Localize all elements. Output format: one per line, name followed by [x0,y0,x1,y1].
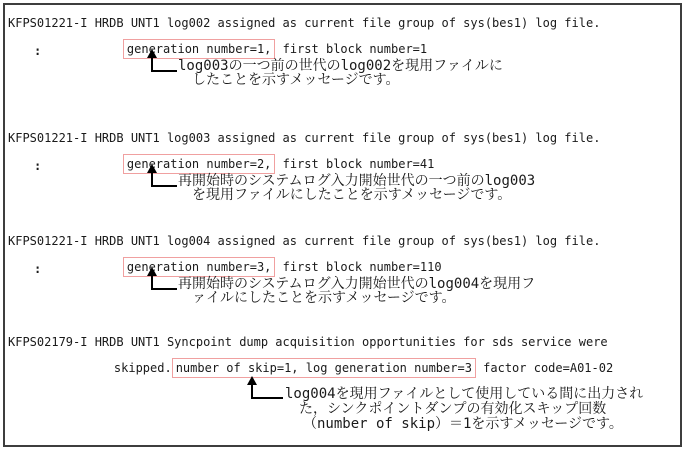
message-line: KFPS02179-I HRDB UNT1 Syncpoint dump acquisition opportunities for sds service were [8,335,608,349]
message-text: first block number=110 [275,260,442,274]
ellipsis-colon: : [34,44,42,58]
message-text: first block number=41 [275,157,435,171]
message-line: KFPS01221-I HRDB UNT1 log003 assigned as current file group of sys(bes1) log file. [8,131,601,145]
annotation-line: た，シンクポイントダンプの有効化スキップ回数 [299,401,607,417]
arrow-foot [151,185,177,187]
message-line [85,347,613,389]
annotation-line: 再開始時のシステムログ入力開始世代の一つ前のlog003 [178,173,536,189]
annotation-line: （number of skip）＝1を示すメッセージです。 [303,416,623,432]
annotation-line: したことを示すメッセージです。 [192,72,400,88]
highlight-box: generation number=1, [123,39,276,59]
annotation-line: ァイルにしたことを示すメッセージです。 [192,290,456,306]
message-text: first block number=1 [275,42,428,56]
callout-arrow [247,376,287,399]
arrow-foot [151,288,177,290]
annotation-line: 再開始時のシステムログ入力開始世代のlog004を現用フ [178,276,536,292]
highlight-box: generation number=2, [123,154,276,174]
annotation-line: log004を現用ファイルとして使用している間に出力され [285,386,644,402]
highlight-box: generation number=3, [123,257,276,277]
annotation-line: を現用ファイルにしたことを示すメッセージです。 [192,187,512,203]
message-text: skipped. [113,361,172,375]
message-text: factor code=A01-02 [475,361,614,375]
highlight-box: number of skip=1, log generation number=3 [172,358,476,378]
arrow-foot [251,397,283,399]
message-line: KFPS01221-I HRDB UNT1 log004 assigned as current file group of sys(bes1) log file. [8,234,601,248]
annotation-line: log003の一つ前の世代のlog002を現用ファイルに [178,58,503,74]
message-line: KFPS01221-I HRDB UNT1 log002 assigned as current file group of sys(bes1) log file. [8,16,601,30]
ellipsis-colon: : [34,159,42,173]
ellipsis-colon: : [34,262,42,276]
arrow-foot [151,70,177,72]
